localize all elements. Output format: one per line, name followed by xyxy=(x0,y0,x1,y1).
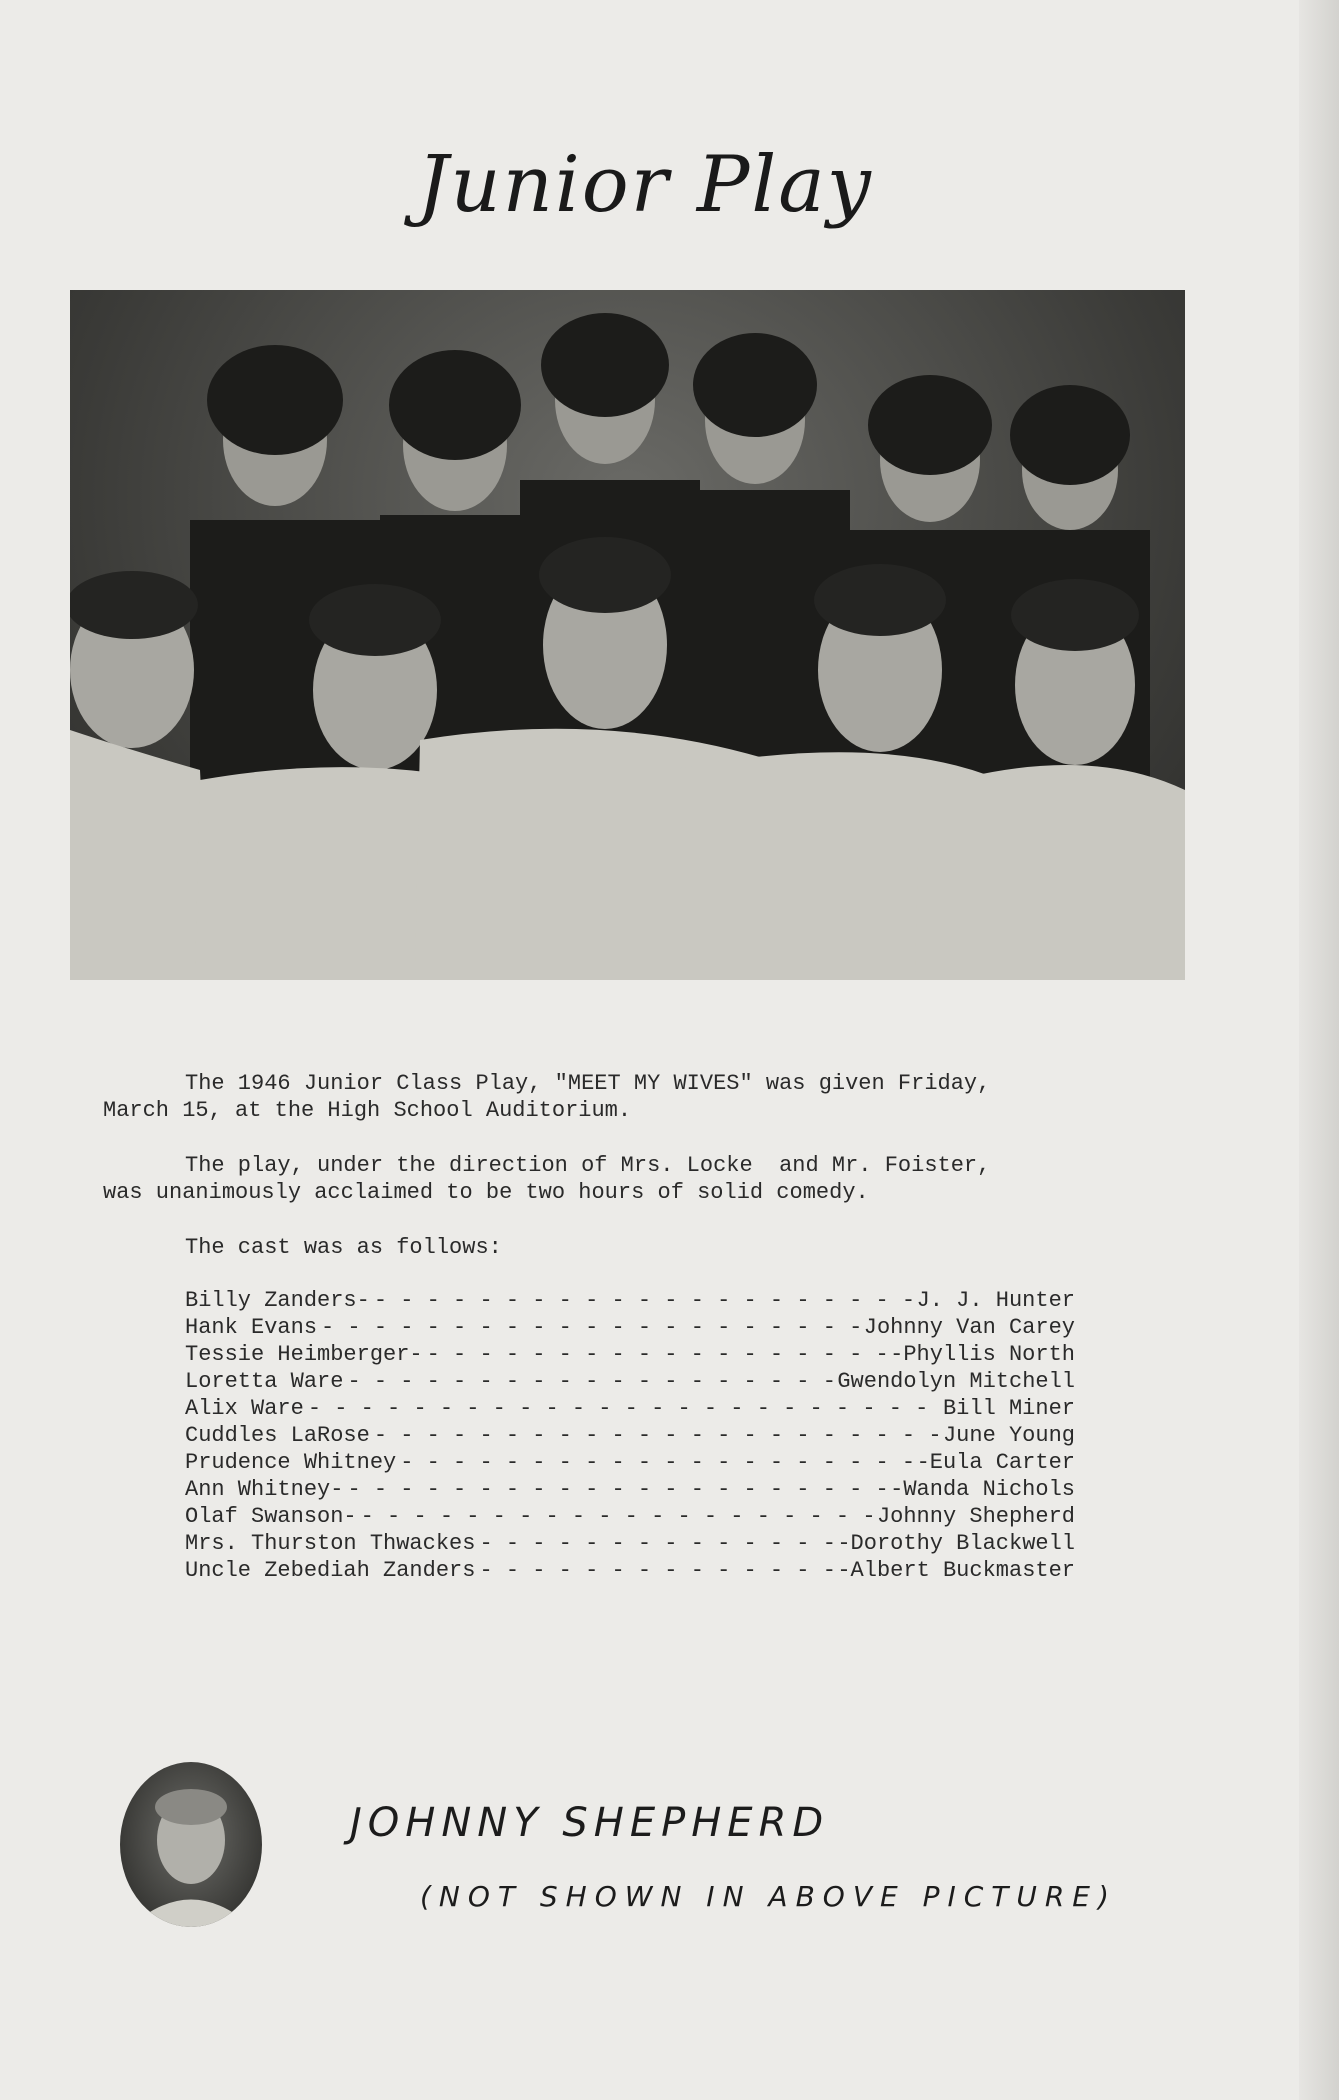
cast-leader xyxy=(374,1422,939,1449)
handwritten-name: JOHNNY SHEPHERD xyxy=(350,1800,830,1846)
cast-row xyxy=(185,1368,1075,1395)
cast-actor: -Dorothy Blackwell xyxy=(837,1531,1075,1556)
paragraph-1-line-2: March 15, at the High School Auditorium. xyxy=(103,1098,632,1123)
cast-row xyxy=(185,1530,1075,1557)
cast-leader xyxy=(347,1368,833,1395)
cast-row xyxy=(185,1395,1075,1422)
cast-leader xyxy=(361,1503,873,1530)
cast-list xyxy=(185,1287,1075,1584)
cast-role: Alix Ware xyxy=(185,1396,304,1421)
cast-row xyxy=(185,1557,1075,1584)
cast-actor: -Wanda Nichols xyxy=(890,1477,1075,1502)
cast-role: Cuddles LaRose xyxy=(185,1423,370,1448)
cast-actor: -Albert Buckmaster xyxy=(837,1558,1075,1583)
cast-actor: -Eula Carter xyxy=(916,1450,1075,1475)
cast-leader xyxy=(347,1476,886,1503)
cast-intro: The cast was as follows: xyxy=(185,1235,502,1260)
cast-role: Hank Evans xyxy=(185,1315,318,1340)
cast-leader xyxy=(427,1341,887,1368)
group-photo-figures xyxy=(70,290,1185,980)
paragraph-2-line-2: was unanimously acclaimed to be two hours of solid comedy. xyxy=(103,1180,869,1205)
cast-actor: Bill Miner xyxy=(942,1396,1075,1421)
cast-row xyxy=(185,1287,1075,1314)
cast-row xyxy=(185,1314,1075,1341)
cast-role: Billy Zanders- xyxy=(185,1288,370,1313)
paragraph-2-line-1: The play, under the direction of Mrs. Locke and Mr. Foister, xyxy=(185,1153,991,1178)
cast-actor: -Phyllis North xyxy=(890,1342,1075,1367)
cast-actor: Johnny Van Carey xyxy=(863,1315,1075,1340)
cast-leader xyxy=(479,1557,833,1584)
cast-role: Loretta Ware xyxy=(185,1369,344,1394)
cast-leader xyxy=(374,1287,913,1314)
portrait-figure xyxy=(120,1762,262,1927)
cast-actor: Gwendolyn Mitchell xyxy=(837,1369,1075,1394)
paragraph-1-line-1: The 1946 Junior Class Play, "MEET MY WIVES" was given Friday, xyxy=(185,1071,991,1096)
cast-row xyxy=(185,1449,1075,1476)
cast-row xyxy=(185,1503,1075,1530)
group-photo xyxy=(70,290,1185,980)
cast-role: Uncle Zebediah Zanders xyxy=(185,1558,476,1583)
page-edge xyxy=(1299,0,1339,2100)
cast-actor: Johnny Shepherd xyxy=(876,1504,1075,1529)
cast-role: Olaf Swanson- xyxy=(185,1504,357,1529)
cast-actor: J. J. Hunter xyxy=(916,1288,1075,1313)
cast-role: Tessie Heimberger- xyxy=(185,1342,423,1367)
cast-role: Ann Whitney- xyxy=(185,1477,344,1502)
cast-leader xyxy=(400,1449,912,1476)
page-title: Junior Play xyxy=(417,140,873,230)
cast-actor: June Young xyxy=(942,1423,1075,1448)
cast-leader xyxy=(479,1530,833,1557)
cast-row xyxy=(185,1476,1075,1503)
cast-leader xyxy=(308,1395,939,1422)
handwritten-note: (NOT SHOWN IN ABOVE PICTURE) xyxy=(420,1880,1117,1913)
cast-row xyxy=(185,1341,1075,1368)
cast-row xyxy=(185,1422,1075,1449)
portrait-photo xyxy=(120,1762,262,1927)
cast-role: Prudence Whitney xyxy=(185,1450,397,1475)
cast-role: Mrs. Thurston Thwackes xyxy=(185,1531,476,1556)
cast-leader xyxy=(321,1314,860,1341)
